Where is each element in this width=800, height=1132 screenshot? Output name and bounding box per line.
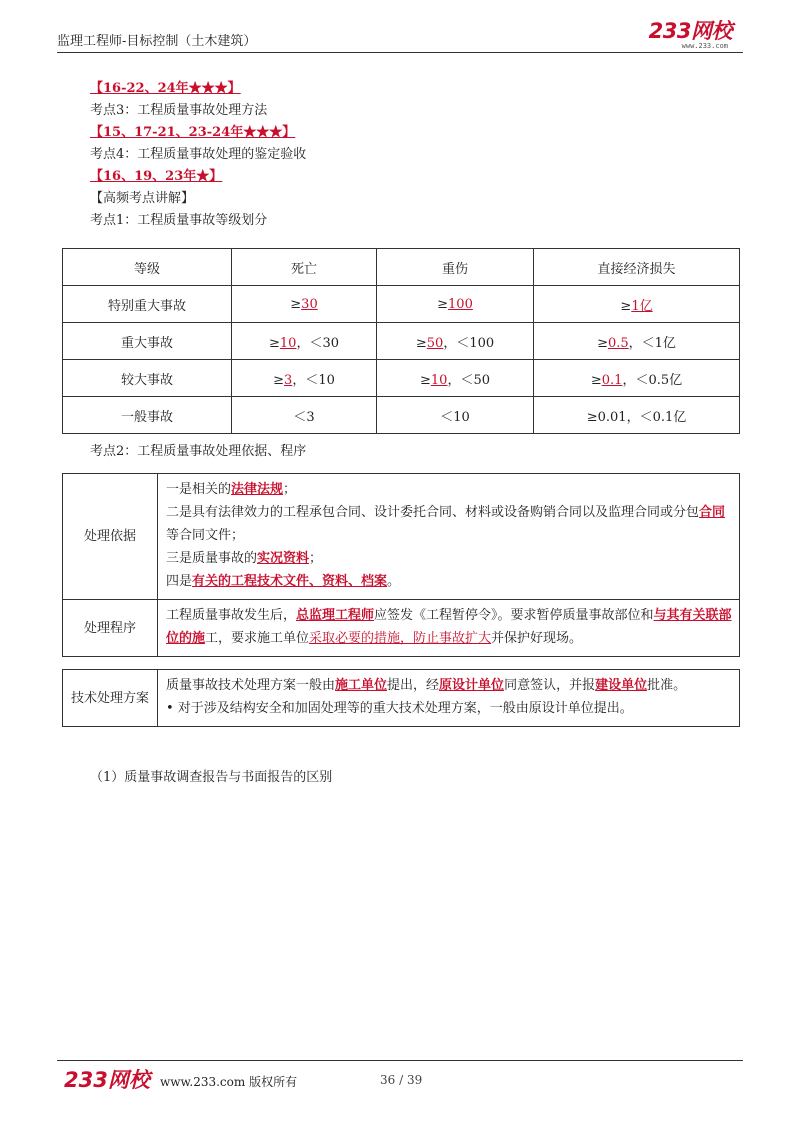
tech-content: 质量事故技术处理方案一般由施工单位提出，经原设计单位同意签认，并报建设单位批准。 • 对于涉及结构安全和加固处理等的重大技术处理方案，一般由原设计单位提出。 (158, 670, 740, 727)
intro-section (90, 78, 740, 232)
basis-label: 处理依据 (63, 474, 158, 600)
page-number: 36 / 39 (380, 1073, 423, 1087)
footer-copyright: www.233.com 版权所有 (160, 1075, 298, 1089)
logo-url: www.233.com (681, 42, 728, 50)
table-header-row (63, 249, 740, 286)
death-cell: ≥10，＜30 (232, 323, 377, 360)
column-header: 等级 (63, 249, 232, 286)
column-header: 直接经济损失 (534, 249, 740, 286)
column-header: 死亡 (232, 249, 377, 286)
point-2: 考点2：工程质量事故处理依据、程序 (90, 444, 307, 459)
footer-logo[interactable]: 233网校 (64, 1068, 150, 1092)
level-cell: 较大事故 (63, 360, 232, 397)
tech-label: 技术处理方案 (63, 670, 158, 727)
brand-logo[interactable] (649, 20, 732, 50)
table-row (63, 397, 740, 434)
section-heading: 【高频考点讲解】 (90, 191, 195, 206)
loss-cell: ≥0.5，＜1亿 (534, 323, 740, 360)
procedure-row (63, 600, 740, 657)
injury-cell: ≥100 (377, 286, 534, 323)
subheading: （1）质量事故调查报告与书面报告的区别 (90, 770, 333, 785)
death-cell: ＜3 (232, 397, 377, 434)
level-cell: 重大事故 (63, 323, 232, 360)
table-row (63, 360, 740, 397)
point-1: 考点1：工程质量事故等级划分 (90, 213, 268, 228)
header-title: 监理工程师-目标控制（土木建筑） (57, 34, 257, 49)
logo-text: 233网校 (648, 19, 732, 43)
point-3: 考点3：工程质量事故处理方法 (90, 103, 268, 118)
frequency-tag: 【16-22、24年★★★】 (90, 81, 241, 96)
table-row (63, 323, 740, 360)
basis-row (63, 474, 740, 600)
frequency-tag: 【15、17-21、23-24年★★★】 (90, 125, 296, 140)
footer-divider (57, 1060, 743, 1061)
basis-procedure-table (62, 473, 740, 657)
basis-content: 一是相关的法律法规； 二是具有法律效力的工程承包合同、设计委托合同、材料或设备购销合同以及监理合同或分包合同等合同文件； 三是质量事故的实况资料； 四是有关的工程技术文件、资料、档案。 (158, 474, 740, 600)
accident-grade-table (62, 248, 740, 434)
tech-row (63, 670, 740, 727)
loss-cell: ≥1亿 (534, 286, 740, 323)
death-cell: ≥30 (232, 286, 377, 323)
header-divider (57, 52, 743, 53)
loss-cell: ≥0.1，＜0.5亿 (534, 360, 740, 397)
tech-bullet: • 对于涉及结构安全和加固处理等的重大技术处理方案，一般由原设计单位提出。 (166, 701, 633, 716)
injury-cell: ≥50，＜100 (377, 323, 534, 360)
injury-cell: ＜10 (377, 397, 534, 434)
level-cell: 特别重大事故 (63, 286, 232, 323)
table-row (63, 286, 740, 323)
frequency-tag: 【16、19、23年★】 (90, 169, 223, 184)
procedure-content: 工程质量事故发生后，总监理工程师应签发《工程暂停令》。要求暂停质量事故部位和与其有关联部位的施工，要求施工单位采取必要的措施，防止事故扩大并保护好现场。 (158, 600, 740, 657)
level-cell: 一般事故 (63, 397, 232, 434)
injury-cell: ≥10，＜50 (377, 360, 534, 397)
technical-solution-table (62, 669, 740, 727)
death-cell: ≥3，＜10 (232, 360, 377, 397)
column-header: 重伤 (377, 249, 534, 286)
point-4: 考点4：工程质量事故处理的鉴定验收 (90, 147, 307, 162)
procedure-label: 处理程序 (63, 600, 158, 657)
loss-cell: ≥0.01，＜0.1亿 (534, 397, 740, 434)
